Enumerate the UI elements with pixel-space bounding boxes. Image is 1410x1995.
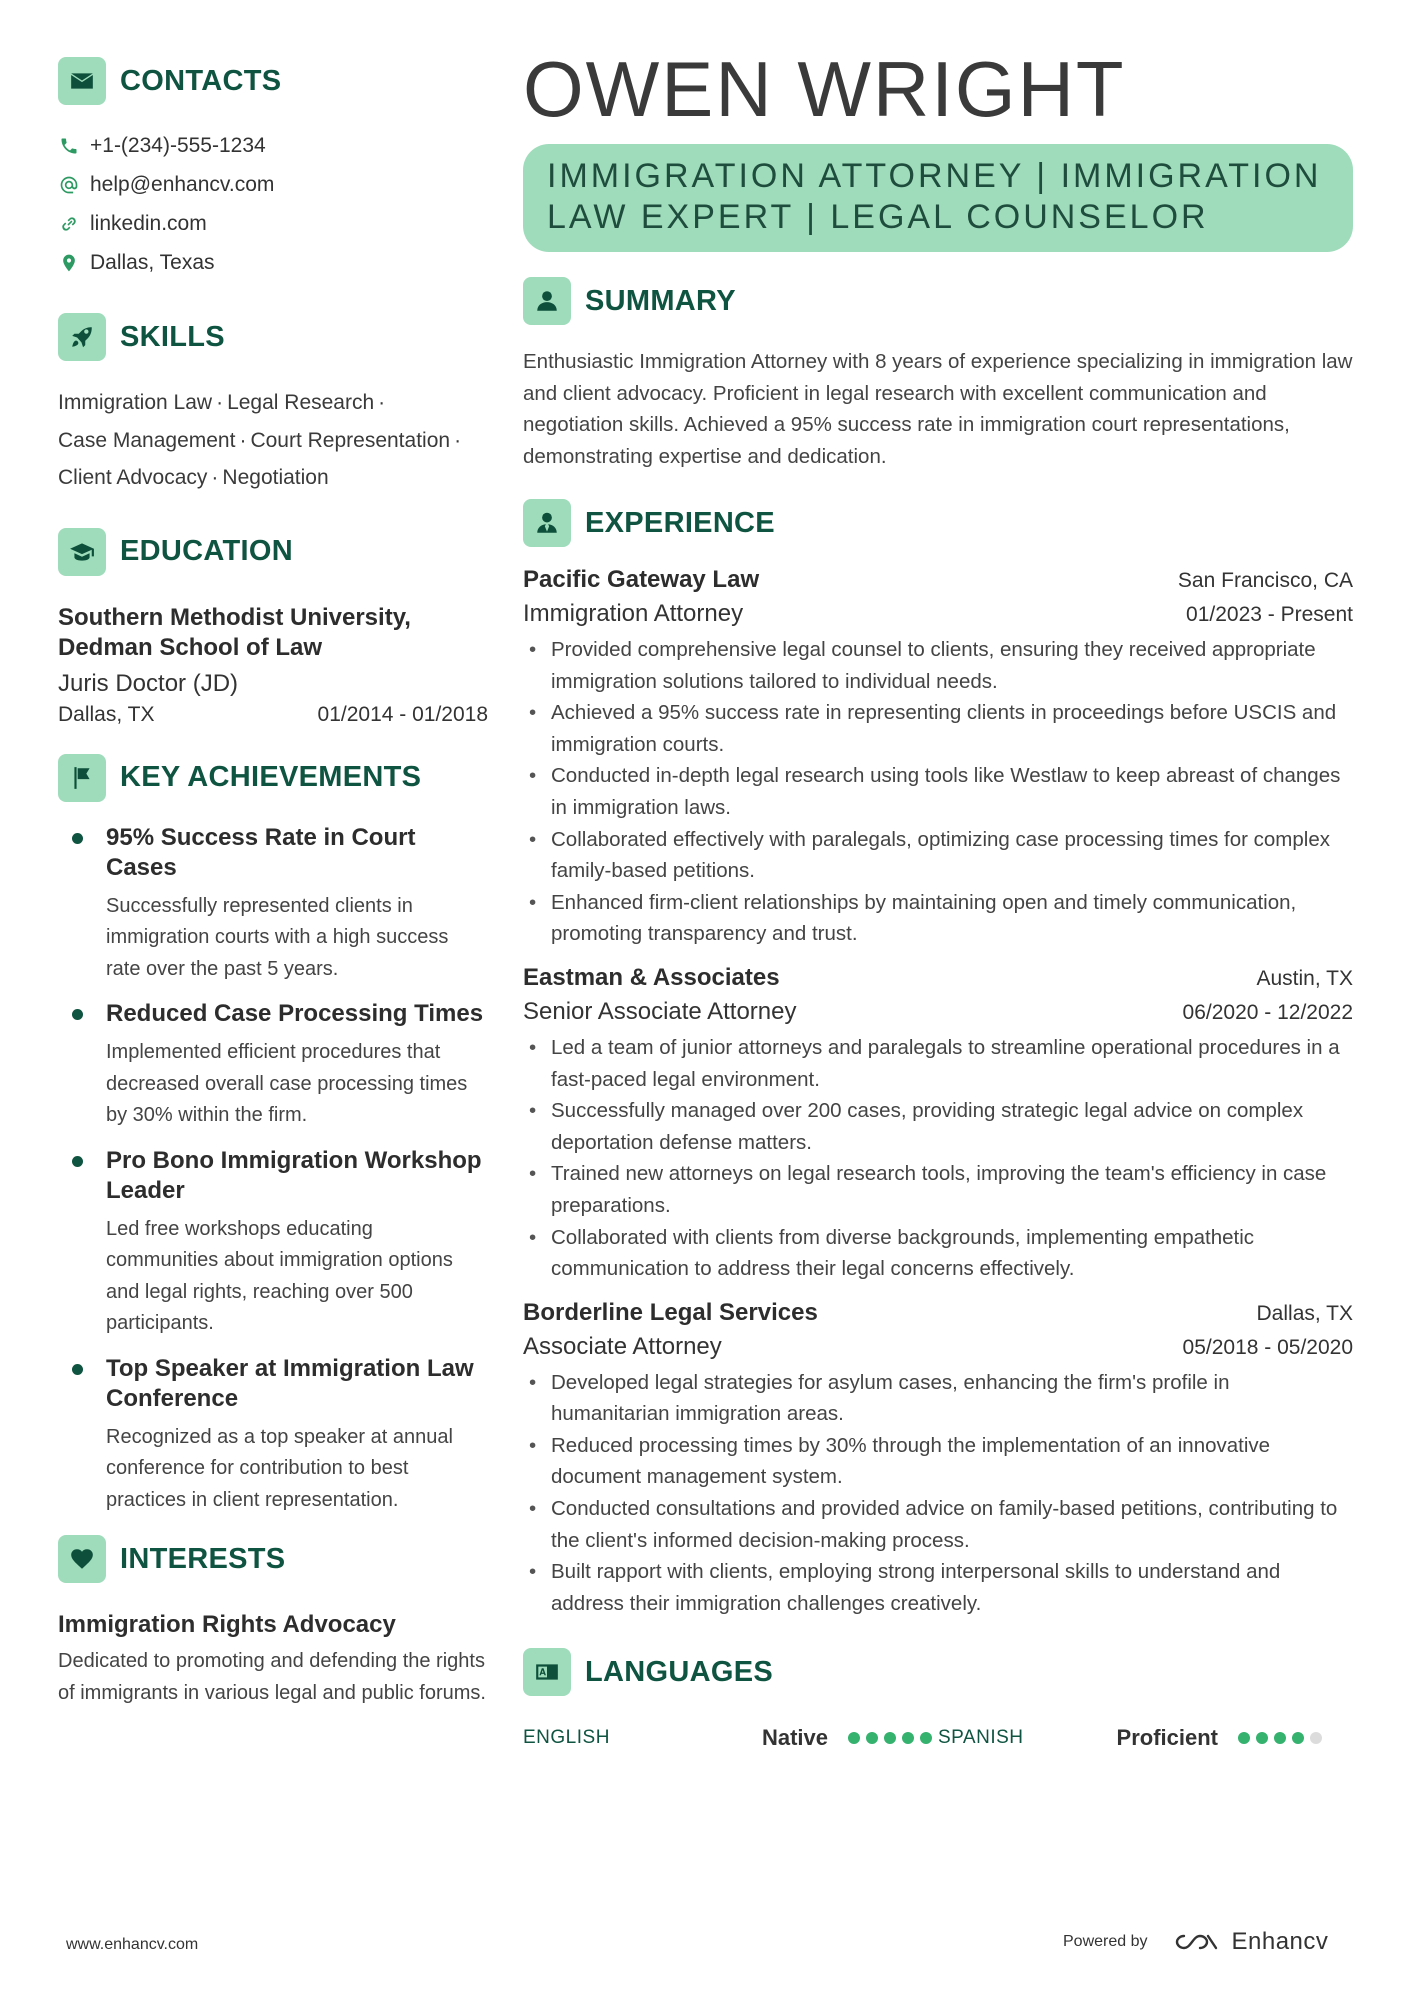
interests-heading: INTERESTS — [120, 1542, 286, 1575]
skills-heading: SKILLS — [120, 320, 225, 353]
skills-header — [58, 312, 488, 362]
skill-item: Negotiation — [222, 466, 329, 489]
education-header — [58, 527, 488, 577]
contact-linkedin-text: linkedin.com — [90, 211, 207, 235]
job-bullets — [523, 634, 1353, 950]
achievement-item — [58, 999, 488, 1132]
user-icon — [523, 277, 571, 325]
job-title-banner — [523, 144, 1353, 252]
contact-phone-text: +1-(234)-555-1234 — [90, 133, 266, 157]
job-bullets — [523, 1032, 1353, 1285]
user-tie-icon — [523, 499, 571, 547]
job-bullet: • Developed legal strategies for asylum cases, enhancing the firm's profile in humanitarian immigration areas. — [523, 1367, 1353, 1430]
languages-header — [523, 1647, 1353, 1697]
job-location: San Francisco, CA — [1177, 569, 1353, 592]
brand-name: Enhancv — [1231, 1928, 1329, 1955]
job-bullet: • Built rapport with clients, employing strong interpersonal skills to understand and address their immigration challenges creatively. — [523, 1556, 1353, 1619]
job-entry — [523, 566, 1353, 950]
right-column — [523, 44, 1353, 1753]
achievement-desc: Successfully represented clients in immigration courts with a high success rate over the past 5 years. — [106, 894, 449, 980]
language-name: SPANISH — [938, 1727, 1024, 1749]
achievement-title: 95% Success Rate in Court Cases — [106, 823, 416, 881]
achievements-heading: KEY ACHIEVEMENTS — [120, 761, 422, 793]
experience-section — [523, 498, 1353, 1619]
envelope-icon — [58, 57, 106, 105]
contact-linkedin — [58, 204, 488, 243]
job-company: Borderline Legal Services — [523, 1298, 818, 1326]
job-bullet: • Conducted in-depth legal research using tools like Westlaw to keep abreast of changes in immigration laws. — [523, 760, 1353, 823]
bullet-icon — [72, 1156, 83, 1167]
skill-item: Case Management — [58, 428, 236, 452]
skill-item: Court Representation — [250, 428, 451, 452]
rating-dot — [1310, 1732, 1322, 1744]
rating-dot — [1292, 1732, 1304, 1744]
language-name: ENGLISH — [523, 1727, 610, 1749]
job-bullet: • Led a team of junior attorneys and paralegals to streamline operational procedures in a fast-paced legal environment. — [523, 1032, 1353, 1095]
rating-dot — [920, 1732, 932, 1744]
achievement-item — [58, 823, 488, 986]
translate-icon — [523, 1648, 571, 1696]
job-location: Austin, TX — [1256, 966, 1353, 990]
job-bullet: • Conducted consultations and provided advice on family-based petitions, contributing to the client's informed decision-making process. — [523, 1493, 1353, 1556]
job-bullet: • Reduced processing times by 30% through the implementation of an innovative document management system. — [523, 1430, 1353, 1493]
experience-heading: EXPERIENCE — [585, 506, 775, 539]
achievement-item — [58, 1146, 488, 1340]
skills-list — [58, 384, 488, 497]
rocket-icon — [58, 313, 106, 361]
job-bullets — [523, 1367, 1353, 1620]
rating-dot — [848, 1732, 860, 1744]
languages-section — [523, 1647, 1353, 1753]
contact-email-text: help@enhancv.com — [90, 172, 275, 196]
graduation-cap-icon — [58, 528, 106, 576]
skills-line: Immigration Law · Legal Research · — [58, 391, 386, 414]
skill-item: Client Advocacy — [58, 466, 208, 489]
interests-header — [58, 1534, 488, 1584]
rating-dot — [884, 1732, 896, 1744]
contact-phone — [58, 126, 488, 165]
contact-email — [58, 165, 488, 204]
job-role: Immigration Attorney — [523, 600, 744, 627]
achievement-desc: Recognized as a top speaker at annual conference for contribution to best practices in client representation. — [106, 1425, 453, 1511]
job-bullet: • Achieved a 95% success rate in representing clients in proceedings before USCIS and immigration courts. — [523, 697, 1353, 760]
languages-list — [523, 1723, 1353, 1753]
summary-header — [523, 276, 1353, 326]
job-bullet: • Successfully managed over 200 cases, providing strategic legal advice on complex deportation defense matters. — [523, 1095, 1353, 1158]
job-company: Pacific Gateway Law — [523, 566, 760, 593]
rating-dot — [902, 1732, 914, 1744]
language-item — [523, 1725, 938, 1751]
language-item — [938, 1725, 1353, 1751]
education-degree: Juris Doctor (JD) — [58, 669, 239, 697]
achievement-desc: Implemented efficient procedures that decreased overall case processing times by 30% within the firm. — [106, 1041, 468, 1126]
bullet-icon — [72, 1009, 83, 1020]
bullet-icon — [72, 833, 83, 844]
contact-location — [58, 243, 488, 282]
contact-location-text: Dallas, Texas — [90, 250, 215, 274]
rating-dot — [866, 1732, 878, 1744]
education-meta — [58, 703, 488, 727]
brand-logo — [1174, 1928, 1329, 1956]
summary-section — [523, 276, 1353, 472]
powered-by-label: Powered by — [1063, 1933, 1148, 1950]
job-location: Dallas, TX — [1256, 1301, 1353, 1325]
left-column — [58, 56, 488, 1709]
flag-icon — [58, 754, 106, 802]
job-bullet: • Enhanced firm-client relationships by maintaining open and timely communication, promoting transparency and trust. — [523, 887, 1353, 950]
rating-dot — [1274, 1732, 1286, 1744]
job-dates: 01/2023 - Present — [1186, 603, 1353, 626]
education-heading: EDUCATION — [120, 535, 293, 567]
rating-dot — [1256, 1732, 1268, 1744]
location-icon — [58, 252, 80, 274]
language-rating — [1238, 1732, 1328, 1744]
candidate-name: OWEN WRIGHT — [523, 45, 1126, 133]
skills-line: Client Advocacy · Negotiation — [58, 466, 329, 489]
achievement-item — [58, 1354, 488, 1517]
job-company: Eastman & Associates — [523, 963, 780, 991]
language-level: Proficient — [1116, 1725, 1218, 1751]
job-entry — [523, 1299, 1353, 1620]
heart-icon — [58, 1535, 106, 1583]
job-bullet: • Trained new attorneys on legal research tools, improving the team's efficiency in case preparations. — [523, 1158, 1353, 1221]
skills-line: Case Management · Court Representation · — [58, 428, 462, 452]
job-dates: 06/2020 - 12/2022 — [1182, 1000, 1353, 1024]
job-title-line: IMMIGRATION ATTORNEY | IMMIGRATION — [547, 157, 1322, 195]
education-school: Southern Methodist University, Dedman School of Law — [58, 603, 411, 661]
summary-heading: SUMMARY — [585, 284, 736, 317]
contact-list — [58, 126, 488, 282]
bullet-icon — [72, 1364, 83, 1375]
achievements-list — [58, 823, 488, 1517]
rating-dot — [1238, 1732, 1250, 1744]
interest-title: Immigration Rights Advocacy — [58, 1611, 396, 1638]
phone-icon — [58, 135, 80, 157]
contacts-heading: CONTACTS — [120, 64, 282, 97]
enhancv-logo-icon — [1174, 1930, 1220, 1954]
achievements-header — [58, 753, 488, 803]
job-role: Senior Associate Attorney — [523, 997, 797, 1025]
job-title-line: LAW EXPERT | LEGAL COUNSELOR — [547, 198, 1209, 236]
achievement-title: Pro Bono Immigration Workshop Leader — [106, 1146, 482, 1204]
education-location: Dallas, TX — [58, 702, 155, 726]
link-icon — [58, 213, 80, 235]
at-icon — [58, 174, 80, 196]
skill-item: Immigration Law — [58, 391, 213, 414]
job-bullet: • Collaborated effectively with paralegals, optimizing case processing times for complex family-based petitions. — [523, 824, 1353, 887]
achievement-title: Reduced Case Processing Times — [106, 1000, 484, 1027]
experience-header — [523, 498, 1353, 548]
language-level: Native — [761, 1725, 828, 1751]
language-rating — [848, 1732, 938, 1744]
skill-item: Legal Research — [227, 391, 375, 414]
job-bullet: • Collaborated with clients from diverse backgrounds, implementing empathetic communication to address their legal concerns effectively. — [523, 1222, 1353, 1285]
job-role: Associate Attorney — [523, 1332, 722, 1360]
contacts-header — [58, 56, 488, 106]
footer-website[interactable]: www.enhancv.com — [66, 1936, 199, 1953]
education-dates: 01/2014 - 01/2018 — [317, 702, 488, 726]
job-bullet: • Provided comprehensive legal counsel to clients, ensuring they received appropriate immigration solutions tailored to individual needs. — [523, 634, 1353, 697]
job-dates: 05/2018 - 05/2020 — [1182, 1335, 1353, 1359]
achievement-title: Top Speaker at Immigration Law Conference — [106, 1354, 474, 1412]
achievement-desc: Led free workshops educating communities about immigration options and legal rights, reaching over 500 participants. — [106, 1217, 453, 1334]
summary-text: Enthusiastic Immigration Attorney with 8 years of experience specializing in immigration law and client advocacy. Proficient in legal research with excellent communication and negotiation skills. Achieved a 95% success rate in immigration court representations, demonstrating expertise and dedication. — [523, 350, 1353, 468]
interest-desc: Dedicated to promoting and defending the rights of immigrants in various legal and public forums. — [58, 1650, 486, 1704]
languages-heading: LANGUAGES — [585, 1655, 773, 1688]
job-entry — [523, 964, 1353, 1285]
footer-branding — [1063, 1928, 1328, 1956]
